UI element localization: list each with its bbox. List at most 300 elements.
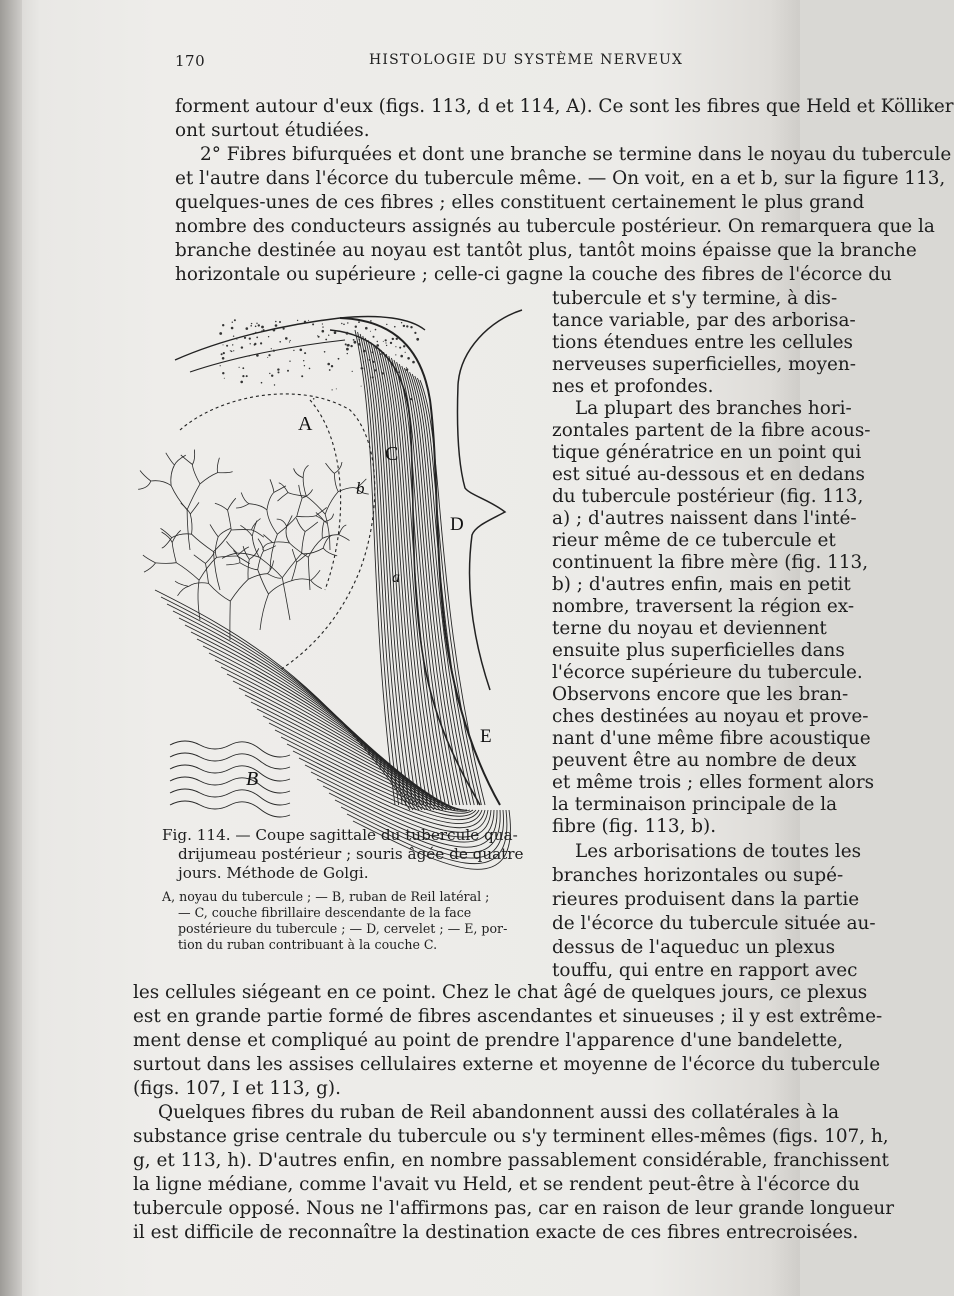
text-line: tubercule opposé. Nous ne l'affirmons pas, car en raison de leur grande longueur — [133, 1198, 895, 1219]
column-line: du tubercule postérieur (fig. 113, — [552, 486, 864, 507]
text-line: substance grise centrale du tubercule ou s'y terminent elles-mêmes (figs. 107, h, — [133, 1126, 889, 1147]
arborisation-branch — [171, 465, 175, 486]
cortex-stipple — [359, 339, 361, 341]
cortex-stipple — [395, 346, 396, 347]
arborisation-branch — [140, 471, 151, 482]
cortex-stipple — [363, 361, 364, 362]
arborisation-branch — [292, 579, 311, 581]
arborisation-branch — [282, 554, 301, 578]
cortex-stipple — [416, 338, 419, 341]
arborisation-branch — [161, 528, 172, 537]
cortex-stipple — [308, 320, 309, 321]
column-line: nes et profondes. — [552, 376, 714, 397]
column-line: dessus de l'aqueduc un plexus — [552, 937, 836, 958]
cortex-stipple — [332, 389, 333, 390]
column-line: terne du noyau et deviennent — [552, 618, 827, 639]
arborisation-branch — [175, 455, 186, 465]
arborisation-branch — [263, 546, 276, 552]
reil-fiber — [281, 737, 473, 813]
cortex-stipple — [346, 332, 349, 335]
cortex-stipple — [331, 365, 333, 367]
cortex-stipple — [260, 342, 262, 344]
cortex-stipple — [231, 327, 234, 330]
cortex-stipple — [399, 347, 401, 349]
figure-114-illustration — [160, 290, 545, 820]
cortex-stipple — [273, 350, 275, 352]
column-line: continuent la fibre mère (fig. 113, — [552, 552, 869, 573]
figure-label-a: a — [392, 569, 400, 586]
arborisation-branch — [171, 486, 187, 510]
arborisation-branch — [326, 463, 335, 473]
cortex-stipple — [396, 338, 398, 340]
column-line: touffu, qui entre en rapport avec — [552, 960, 858, 981]
arborisation-branch — [297, 516, 316, 517]
cortex-stipple — [221, 353, 223, 355]
cortex-stipple — [309, 368, 311, 370]
arborisation-branch — [267, 492, 274, 510]
column-line: est situé au-dessous et en dedans — [552, 464, 865, 485]
column-line: tubercule et s'y termine, à dis- — [552, 288, 838, 309]
cortex-fiber — [420, 380, 485, 805]
cortex-stipple — [392, 338, 394, 340]
cortex-stipple — [412, 361, 415, 364]
cortex-stipple — [410, 398, 412, 400]
arborisation-branch — [263, 543, 273, 550]
text-line: il est difficile de reconnaître la destination exacte de ces fibres entrecroisées. — [133, 1222, 859, 1243]
text-line: quelques-unes de ces fibres ; elles constituent certainement le plus grand — [175, 192, 865, 213]
arborisation-branch — [198, 580, 200, 620]
arborisation-branch — [303, 465, 308, 478]
arborisation-branch — [175, 581, 189, 586]
arborisation-branch — [215, 503, 228, 510]
cortex-stipple — [242, 367, 244, 369]
arborisation-branch — [151, 481, 171, 486]
arborisation-branch — [217, 458, 219, 473]
cortex-stipple — [322, 323, 323, 324]
column-line: ches destinées au noyau et prove- — [552, 706, 869, 727]
cortex-stipple — [236, 339, 237, 340]
cortex-stipple — [373, 345, 374, 346]
arborisation-branch — [296, 518, 305, 531]
cortex-stipple — [386, 324, 387, 325]
arborisation-branch — [267, 510, 278, 534]
arborisation-branch — [294, 468, 304, 477]
column-line: nerveuses superficielles, moyen- — [552, 354, 856, 375]
cortex-stipple — [383, 341, 384, 342]
column-line: tance variable, par des arborisa- — [552, 310, 856, 331]
cortex-stipple — [414, 332, 416, 334]
cortex-stipple — [355, 326, 357, 328]
cortex-stipple — [358, 343, 361, 346]
arborisation-branch — [323, 535, 332, 548]
cortex-stipple — [407, 357, 410, 360]
column-line: tions étendues entre les cellules — [552, 332, 853, 353]
cortex-stipple — [398, 371, 400, 373]
cortex-stipple — [390, 342, 392, 344]
text-line: 2° Fibres bifurquées et dont une branche se termine dans le noyau du tubercule — [200, 144, 952, 165]
arborisation-branch — [144, 563, 156, 572]
cortex-stipple — [334, 331, 337, 334]
cortex-stipple — [382, 372, 384, 374]
arborisation-branch — [230, 579, 248, 601]
cortex-stipple — [279, 341, 281, 343]
cortex-stipple — [246, 327, 249, 330]
cortex-stipple — [304, 365, 305, 366]
cortex-stipple — [341, 323, 342, 324]
arborisation-branch — [270, 479, 274, 492]
cortex-stipple — [263, 329, 265, 331]
cortex-stipple — [240, 381, 243, 384]
figure-legend-line: postérieure du tubercule ; — D, cervelet ; — E, por- — [178, 921, 508, 936]
cortex-stipple — [222, 357, 225, 360]
column-line: l'écorce supérieure du tubercule. — [552, 662, 863, 683]
cortex-stipple — [224, 378, 225, 379]
column-line: et même trois ; elles forment alors — [552, 772, 875, 793]
cortex-stipple — [261, 382, 263, 384]
cortex-stipple — [338, 358, 340, 360]
arborisation-branch — [172, 543, 176, 563]
arborisation-branch — [214, 530, 232, 552]
arborisation-branch — [248, 574, 267, 580]
cortex-stipple — [283, 328, 285, 330]
column-line: nombre, traversent la région ex- — [552, 596, 855, 617]
arborisation-branch — [299, 485, 302, 498]
cortex-stipple — [241, 346, 243, 348]
cortex-stipple — [223, 352, 225, 354]
column-line: tique génératrice en un point qui — [552, 442, 862, 463]
cortex-stipple — [285, 337, 288, 340]
arborisation-branch — [322, 535, 339, 539]
cortex-stipple — [406, 368, 409, 371]
arborisation-branch — [138, 481, 151, 489]
cortex-stipple — [410, 326, 412, 328]
reil-fiber — [155, 590, 410, 810]
arborisation-branch — [260, 594, 269, 630]
arborisation-branch — [306, 496, 325, 514]
arborisation-branch — [249, 504, 267, 510]
cortex-stipple — [374, 369, 376, 371]
arborisation-branch — [311, 580, 322, 588]
arborisation-branch — [325, 492, 338, 515]
cortex-stipple — [261, 330, 263, 332]
cortex-stipple — [255, 326, 257, 328]
column-line: nant d'une même fibre acoustique — [552, 728, 871, 749]
cortex-stipple — [347, 344, 349, 346]
arborisation-branch — [236, 504, 249, 508]
arborisation-branch — [192, 465, 200, 484]
cortex-stipple — [289, 361, 290, 362]
cortex-stipple — [249, 355, 250, 356]
cortex-stipple — [239, 367, 240, 368]
arborisation-branch — [286, 526, 289, 543]
cortex-stipple — [251, 323, 252, 324]
figure-caption-line: Fig. 114. — Coupe sagittale du tubercule qua- — [162, 826, 518, 844]
page-header — [175, 52, 795, 74]
arborisation-branch — [218, 528, 230, 536]
cortex-stipple — [347, 353, 348, 354]
cortex-stipple — [304, 352, 306, 354]
arborisation-branch — [252, 521, 257, 536]
arborisation-branch — [206, 552, 215, 563]
arborisation-branch — [187, 484, 200, 510]
running-title: HISTOLOGIE DU SYSTÈME NERVEUX — [369, 52, 684, 68]
cortex-stipple — [289, 341, 290, 342]
page-number: 170 — [175, 52, 206, 70]
arborisation-branch — [258, 551, 264, 569]
arborisation-branch — [277, 519, 287, 526]
arborisation-branch — [228, 498, 236, 510]
cortex-stipple — [278, 371, 280, 373]
cortex-stipple — [230, 350, 231, 351]
cortex-stipple — [220, 365, 221, 366]
cortex-stipple — [370, 331, 371, 332]
cortex-stipple — [234, 319, 236, 321]
cortex-stipple — [365, 327, 368, 330]
figure-caption-line: drijumeau postérieur ; souris âgée de quatre — [178, 845, 524, 863]
arborisation-branch — [339, 525, 346, 535]
cortex-stipple — [361, 386, 362, 387]
cortex-stipple — [376, 344, 379, 347]
arborisation-branch — [226, 563, 240, 565]
arborisation-branch — [308, 538, 322, 557]
column-line: rieures produisent dans la partie — [552, 889, 860, 910]
cortex-stipple — [261, 326, 264, 329]
arborisation-branch — [273, 542, 290, 543]
cortex-stipple — [372, 351, 374, 353]
cortex-stipple — [287, 370, 289, 372]
cortex-stipple — [329, 369, 331, 371]
cortex-stipple — [293, 350, 294, 351]
cortex-stipple — [269, 373, 270, 374]
arborisation-branch — [269, 581, 292, 594]
cortex-stipple — [226, 345, 228, 347]
figure-label-C: C — [385, 443, 399, 465]
cortex-stipple — [358, 321, 360, 323]
cortex-stipple — [373, 336, 375, 338]
arborisation-branch — [156, 563, 177, 564]
cortex-stipple — [346, 348, 349, 351]
cortex-stipple — [303, 360, 304, 361]
figure-label-A: A — [298, 413, 313, 435]
cortex-stipple — [267, 357, 268, 358]
cortex-stipple — [375, 347, 377, 349]
arborisation-branch — [192, 450, 194, 465]
cortex-stipple — [233, 336, 234, 337]
text-line: ont surtout étudiées. — [175, 120, 370, 141]
cortex-stipple — [401, 322, 402, 323]
cortex-stipple — [313, 398, 315, 400]
column-line: de l'écorce du tubercule située au- — [552, 913, 876, 934]
arborisation-branch — [227, 541, 238, 553]
arborisation-branch — [200, 473, 218, 484]
column-line: fibre (fig. 113, b). — [552, 816, 717, 837]
arborisation-branch — [287, 515, 293, 526]
figure-label-E: E — [480, 726, 492, 747]
text-line: (figs. 107, I et 113, g). — [133, 1078, 341, 1099]
column-line: La plupart des branches hori- — [575, 398, 852, 419]
arborisation-branch — [303, 478, 306, 496]
cortex-stipple — [254, 343, 256, 345]
cortex-stipple — [233, 350, 234, 351]
cortex-stipple — [256, 354, 259, 357]
cortex-stipple — [222, 372, 224, 374]
cortex-stipple — [275, 324, 278, 327]
cortex-stipple — [255, 332, 256, 333]
cortex-stipple — [258, 324, 260, 326]
cortex-stipple — [345, 343, 347, 345]
cortex-stipple — [350, 345, 352, 347]
arborisation-branch — [187, 510, 190, 550]
arborisation-branch — [178, 586, 189, 595]
column-line: Observons encore que les bran- — [552, 684, 849, 705]
arborisation-branch — [311, 570, 320, 580]
cortex-stipple — [369, 359, 371, 361]
reil-fiber — [263, 716, 464, 810]
cortex-stipple — [268, 336, 269, 337]
cortex-stipple — [375, 329, 377, 331]
text-line: branche destinée au noyau est tantôt plus, tantôt moins épaisse que la branche — [175, 240, 917, 261]
arborisation-branch — [308, 557, 310, 590]
cortex-stipple — [321, 320, 323, 322]
cortex-stipple — [328, 335, 329, 336]
cortex-stipple — [327, 363, 330, 366]
arborisation-branch — [162, 538, 172, 549]
cortex-stipple — [372, 376, 374, 378]
cortex-stipple — [347, 322, 348, 323]
arborisation-branch — [305, 522, 318, 532]
text-line: la ligne médiane, comme l'avait vu Held, et se rendent peut-être à l'écorce du — [133, 1174, 860, 1195]
figure-label-b: b — [356, 479, 365, 498]
arborisation-branch — [322, 522, 324, 539]
cortex-stipple — [352, 371, 353, 372]
arborisation-branch — [339, 535, 350, 541]
arborisation-branch — [302, 532, 306, 554]
figure-label-B: B — [246, 768, 259, 790]
cortex-stipple — [336, 388, 337, 389]
arborisation-branch — [263, 535, 272, 543]
cortex-stipple — [232, 344, 233, 345]
cortex-stipple — [324, 351, 326, 353]
cortex-stipple — [372, 361, 374, 363]
cortex-stipple — [256, 337, 258, 339]
text-line: ment dense et compliqué au point de prendre l'apparence d'une bandelette, — [133, 1030, 844, 1051]
cortex-stipple — [275, 321, 277, 323]
cortex-stipple — [222, 324, 224, 326]
text-line: les cellules siégeant en ce point. Chez le chat âgé de quelques jours, ce plexus — [133, 982, 868, 1003]
text-line: g, et 113, h). D'autres enfin, en nombre passablement considérable, franchissent — [133, 1150, 889, 1171]
cortex-stipple — [394, 326, 396, 328]
arborisation-branch — [237, 547, 249, 556]
arborisation-branch — [288, 493, 306, 497]
arborisation-branch — [278, 493, 289, 502]
cortex-stipple — [271, 348, 272, 349]
text-line: est en grande partie formé de fibres ascendantes et sinueuses ; il y est extrême- — [133, 1006, 883, 1027]
arborisation-branch — [297, 498, 302, 516]
arborisation-branch — [192, 534, 214, 552]
arborisation-branch — [209, 583, 231, 601]
figure-label-D: D — [450, 514, 464, 535]
arborisation-branch — [241, 493, 249, 504]
arborisation-branch — [270, 534, 277, 570]
text-line: Quelques fibres du ruban de Reil abandonnent aussi des collatérales à la — [158, 1102, 840, 1123]
arborisation-branch — [228, 510, 232, 530]
cortex-stipple — [249, 338, 251, 340]
cortex-stipple — [297, 320, 298, 321]
figure-legend-line: — C, couche fibrillaire descendante de la face — [178, 905, 472, 920]
arborisation-branch — [210, 524, 218, 536]
cortex-stipple — [385, 339, 387, 341]
cortex-stipple — [256, 323, 257, 324]
text-line: forment autour d'eux (figs. 113, d et 114, A). Ce sont les fibres que Held et Kölliker — [175, 96, 954, 117]
reil-fiber — [161, 597, 413, 810]
column-line: a) ; d'autres naissent dans l'inté- — [552, 508, 857, 529]
cortex-stipple — [268, 354, 270, 356]
cortex-stipple — [395, 354, 396, 355]
column-line: la terminaison principale de la — [552, 794, 838, 815]
cortex-stipple — [246, 375, 248, 377]
arborisation-branch — [143, 555, 156, 563]
column-line: rieur même de ce tubercule et — [552, 530, 836, 551]
arborisation-branch — [190, 502, 199, 514]
cortex-stipple — [300, 349, 303, 352]
cortex-stipple — [403, 325, 405, 327]
cortex-stipple — [385, 342, 386, 343]
cortex-stipple — [271, 375, 273, 377]
cortex-stipple — [343, 324, 345, 326]
column-line: branches horizontales ou supé- — [552, 865, 844, 886]
cortex-stipple — [318, 336, 320, 338]
cortex-stipple — [406, 325, 408, 327]
text-line: surtout dans les assises cellulaires externe et moyenne de l'écorce du tubercule — [133, 1054, 881, 1075]
cortex-stipple — [405, 352, 406, 353]
cortex-stipple — [379, 353, 381, 355]
arborisation-branch — [190, 514, 192, 534]
figure-caption-line: jours. Méthode de Golgi. — [178, 864, 369, 882]
cortex-stipple — [290, 340, 291, 341]
cortex-stipple — [322, 326, 323, 327]
page-binding-shadow — [0, 0, 22, 1296]
cortex-stipple — [322, 330, 325, 333]
text-line: nombre des conducteurs assignés au tubercule postérieur. On remarquera que la — [175, 216, 935, 237]
arborisation-branch — [194, 555, 206, 564]
arborisation-branch — [218, 472, 233, 473]
cortex-stipple — [250, 325, 252, 327]
text-line: horizontale ou supérieure ; celle-ci gagne la couche des fibres de l'écorce du — [175, 264, 892, 285]
cortex-stipple — [219, 332, 222, 335]
column-line: ensuite plus superficielles dans — [552, 640, 845, 661]
column-line: zontales partent de la fibre acous- — [552, 420, 871, 441]
column-line: b) ; d'autres enfin, mais en petit — [552, 574, 851, 595]
cortex-stipple — [231, 351, 233, 353]
arborisation-branch — [240, 525, 252, 536]
figure-legend-line: A, noyau du tubercule ; — B, ruban de Reil latéral ; — [162, 889, 490, 904]
arborisation-branch — [282, 578, 290, 620]
cortex-stipple — [277, 368, 279, 370]
figure-legend-line: tion du ruban contribuant à la couche C. — [178, 937, 438, 952]
cortex-stipple — [279, 321, 281, 323]
cortex-stipple — [301, 375, 303, 377]
cortex-stipple — [223, 344, 224, 345]
arborisation-branch — [176, 563, 199, 581]
cortex-stipple — [354, 341, 357, 344]
text-line: et l'autre dans l'écorce du tubercule même. — On voit, en a et b, sur la figure 113, — [175, 168, 946, 189]
column-line: Les arborisations de toutes les — [575, 841, 862, 862]
cortex-stipple — [386, 345, 387, 346]
cortex-stipple — [325, 339, 327, 341]
cortex-stipple — [353, 339, 355, 341]
cortex-stipple — [274, 384, 275, 385]
cortex-fiber — [355, 330, 395, 805]
